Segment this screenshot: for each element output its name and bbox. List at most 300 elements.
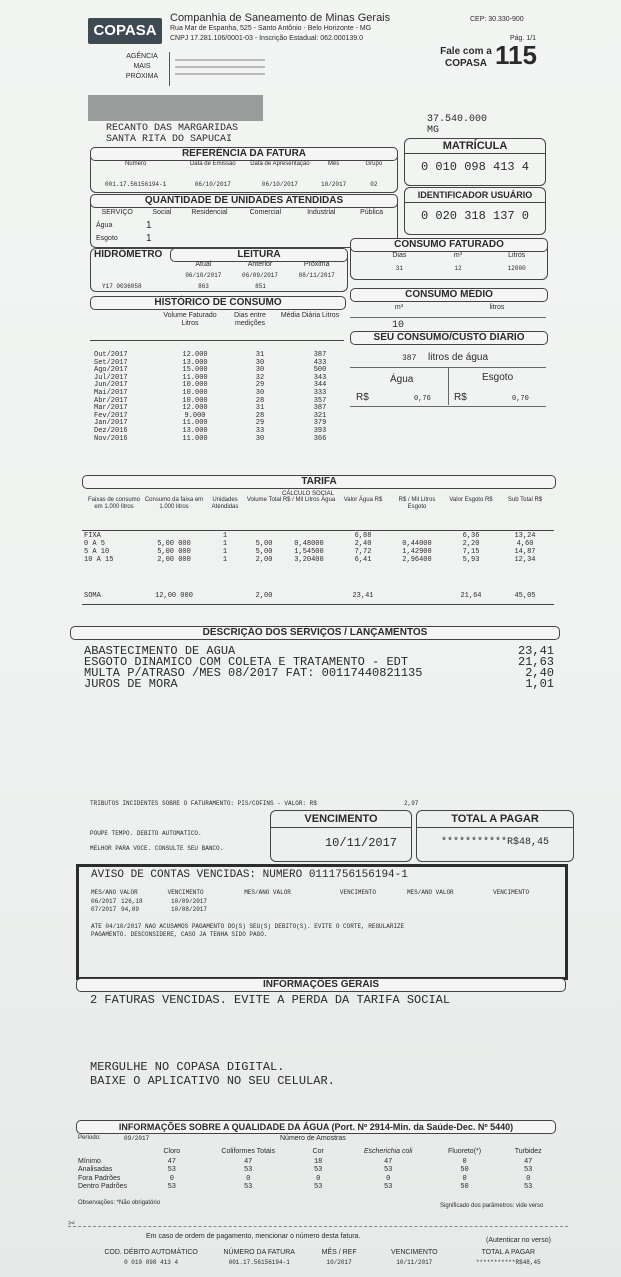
- tarifa-cell: 1: [222, 556, 228, 564]
- tarifa-soma-agua: 23,41: [352, 592, 374, 600]
- cf-header-litros: Litros: [508, 252, 526, 259]
- footer-header-mes: MÊS / REF: [321, 1249, 357, 1256]
- qualidade-table: [78, 1158, 560, 1192]
- cut-line: [68, 1226, 568, 1227]
- tarifa-header-rs-agua: R$ / Mil Litros Água: [282, 497, 336, 503]
- tarifa-cell: 2,00 000: [157, 556, 191, 564]
- tarifa-header-valor-agua: Valor Água R$: [343, 497, 383, 503]
- ref-header-mes: Mês: [327, 161, 340, 167]
- agency-box: [115, 52, 170, 86]
- servicos-title: DESCRIÇÃO DOS SERVIÇOS / LANÇAMENTOS: [70, 626, 560, 640]
- company-cnpj: CNPJ 17.281.106/0001-03 - Inscrição Estadual: 062.000139.0: [170, 35, 364, 42]
- tarifa-header-volume: Volume Total: [246, 497, 282, 503]
- historico-cell: 11.000: [182, 419, 208, 428]
- hist-header-dias: Dias entre medições: [234, 312, 266, 327]
- tarifa-header-subtotal: Sub Total R$: [507, 497, 543, 503]
- qualidade-cell: 53: [383, 1183, 393, 1192]
- historico-headers: [160, 312, 340, 328]
- qualidade-cell: 0: [316, 1174, 321, 1183]
- footer-values: [90, 1259, 560, 1266]
- historico-cell: 31: [255, 404, 265, 413]
- tarifa-cell: 0,48000: [294, 540, 324, 548]
- matricula-label: MATRÍCULA: [405, 139, 545, 154]
- vencimento-label: VENCIMENTO: [271, 811, 411, 828]
- aviso-r1-valor: 126,18: [121, 898, 143, 905]
- unid-header-publica: Pública: [360, 209, 384, 216]
- historico-cell: 333: [313, 388, 327, 397]
- aviso-h-venc-2: VENCIMENTO: [339, 889, 376, 896]
- copasa-logo: COPASA: [88, 18, 162, 44]
- qual-header-turbidez: Turbidez: [514, 1148, 542, 1155]
- unid-header-residencial: Residencial: [191, 209, 228, 216]
- aviso-h-valor-3: VALOR: [435, 889, 454, 896]
- aviso-h-mes-1: MES/ANO: [91, 889, 117, 896]
- tarifa-cell: 6,36: [462, 532, 480, 540]
- qualidade-values: [140, 1158, 560, 1166]
- historico-cell: 11.000: [182, 373, 208, 382]
- tarifa-cell: 3,20400: [294, 556, 324, 564]
- historico-cell: 12.000: [182, 351, 208, 359]
- historico-cell: Ago/2017: [94, 366, 128, 375]
- qualidade-values: [140, 1175, 560, 1183]
- ref-header-emissao: Data de Emissão: [189, 161, 236, 167]
- identificador-label: IDENTIFICADOR USUÁRIO: [405, 188, 545, 203]
- historico-title: HISTÓRICO DE CONSUMO: [90, 296, 346, 310]
- aviso-message-2: PAGAMENTO. DESCONSIDERE, CASO JA TENHA SIDO PAGO.: [91, 931, 268, 938]
- aviso-r2-valor: 94,09: [121, 906, 140, 913]
- historico-cell: Jun/2017: [94, 381, 128, 390]
- total-label: TOTAL A PAGAR: [417, 811, 573, 828]
- cm-header-litros: litros: [489, 304, 505, 311]
- company-address: Rua Mar de Espanha, 525 - Santo Antônio - Belo Horizonte - MG: [170, 25, 372, 32]
- historico-cell: 433: [313, 358, 327, 367]
- qual-header-cloro: Cloro: [163, 1148, 181, 1155]
- servico-item: [84, 679, 554, 690]
- tarifa-row: [84, 540, 552, 548]
- custo-agua-value: 0,76: [414, 395, 431, 403]
- qualidade-cell: 53: [243, 1183, 253, 1192]
- tarifa-row: [84, 532, 552, 540]
- tarifa-headers: [84, 497, 552, 511]
- historico-cell: 13.000: [182, 426, 208, 435]
- referencia-title: REFERÊNCIA DA FATURA: [90, 147, 398, 161]
- historico-cell: 500: [313, 366, 327, 375]
- historico-cell: 379: [313, 419, 327, 428]
- historico-cell: 28: [255, 396, 265, 405]
- qualidade-cell: 47: [383, 1158, 393, 1166]
- tarifa-header-valor-esgoto: Valor Esgoto R$: [449, 497, 493, 503]
- aviso-title: AVISO DE CONTAS VENCIDAS: NUMERO 0111756156194-1: [91, 869, 408, 881]
- tarifa-cell: [246, 532, 282, 540]
- agency-values: [175, 55, 265, 80]
- hist-header-media: Média Diária Litros: [280, 312, 340, 319]
- tarifa-cell: 5,93: [462, 556, 480, 564]
- ref-value-emissao: 06/10/2017: [194, 181, 231, 188]
- qual-header-ecoli: Escherichia coli: [363, 1148, 413, 1155]
- consumo-medio-divider: [350, 317, 546, 318]
- qualidade-row-label: Analisadas: [78, 1166, 113, 1174]
- qualidade-values: [140, 1183, 560, 1191]
- historico-cell: 10.000: [182, 381, 208, 390]
- tarifa-header-faixa: Faixas de consumo em 1.000 litros: [87, 497, 141, 510]
- historico-cell: 30: [255, 366, 265, 375]
- tarifa-cell: 13,24: [514, 532, 536, 540]
- tarifa-row: [84, 556, 552, 564]
- unid-row-value: 1: [146, 233, 152, 244]
- historico-cell: Mai/2017: [94, 388, 128, 397]
- tarifa-divider: [82, 530, 554, 531]
- scissors-icon: ✂: [68, 1218, 76, 1228]
- historico-cell: Fev/2017: [94, 411, 128, 420]
- tarifa-title: TARIFA: [82, 475, 556, 489]
- historico-cell: 15.000: [182, 366, 208, 375]
- tarifa-soma-esgoto: 21,64: [460, 592, 482, 600]
- hidrometro-id: Y17 0036058: [102, 283, 142, 290]
- qualidade-title: INFORMAÇÕES SOBRE A QUALIDADE DA ÁGUA (Port. Nº 2914-Min. da Saúde-Dec. Nº 5440): [76, 1120, 556, 1134]
- ref-header-numero: Número: [124, 161, 147, 167]
- qualidade-cell: 53: [383, 1166, 393, 1175]
- tarifa-cell: 12,34: [514, 556, 536, 564]
- qualidade-cell: 50: [460, 1183, 469, 1192]
- leitura-dates: [175, 272, 345, 279]
- qualidade-cell: 47: [167, 1158, 177, 1166]
- vencimento-box: [270, 810, 412, 862]
- custo-diario-liters-label: litros de água: [428, 352, 489, 363]
- agency-label-1: AGÊNCIA: [126, 53, 158, 60]
- matricula-value: 0 010 098 413 4: [420, 160, 530, 174]
- historico-cell: 357: [313, 396, 327, 405]
- qualidade-cell: 50: [460, 1166, 469, 1175]
- historico-cell: 30: [255, 358, 265, 367]
- qualidade-cell: 47: [243, 1158, 253, 1166]
- unid-row-label: Esgoto: [96, 235, 118, 242]
- servico-value: 2,40: [525, 666, 554, 680]
- historico-cell: 30: [255, 434, 265, 443]
- qualidade-row: [78, 1166, 560, 1174]
- tarifa-cell: FIXA: [84, 532, 101, 540]
- servico-value: 1,01: [525, 677, 554, 691]
- tarifa-cell: 2,96400: [402, 556, 432, 564]
- qualidade-cell: 53: [243, 1166, 253, 1175]
- promo-line-1: POUPE TEMPO. DEBITO AUTOMATICO.: [90, 830, 202, 837]
- matricula-box: [404, 138, 546, 186]
- qualidade-cell: 0: [462, 1174, 467, 1183]
- tarifa-cell: [144, 532, 204, 540]
- ref-value-apresentacao: 06/10/2017: [261, 181, 298, 188]
- tarifa-cell: 6,41: [354, 556, 372, 564]
- company-name: Companhia de Saneamento de Minas Gerais: [170, 12, 391, 24]
- aviso-r1-mes: 06/2017: [91, 898, 117, 905]
- custo-agua-label: Água: [390, 374, 414, 385]
- qual-header-fluoreto: Fluoreto(*): [448, 1148, 482, 1155]
- footer-value-fatura: 001.17.56156194-1: [228, 1259, 290, 1266]
- leitura-date-atual: 06/10/2017: [185, 272, 222, 279]
- servicos-list: [84, 646, 554, 690]
- cf-value-dias: 31: [395, 265, 403, 272]
- vencimento-value: 10/11/2017: [324, 836, 397, 850]
- footer-note: Em caso de ordem de pagamento, mencionar o número desta fatura.: [146, 1233, 361, 1240]
- qualidade-periodo-label: Período:: [78, 1135, 101, 1141]
- aviso-r2-mes: 07/2017: [91, 906, 117, 913]
- footer-header-vencimento: VENCIMENTO: [391, 1249, 438, 1256]
- historico-cell: 343: [313, 373, 327, 382]
- tarifa-cell: 0,44000: [402, 540, 432, 548]
- tributos-text: TRIBUTOS INCIDENTES SOBRE O FATURAMENTO: PIS/COFINS - VALOR: R$: [90, 800, 317, 807]
- historico-cell: 387: [313, 404, 327, 413]
- client-address-1: RECANTO DAS MARGARIDAS: [106, 123, 239, 134]
- leitura-date-anterior: 06/09/2017: [242, 272, 279, 279]
- historico-cell: 29: [255, 381, 265, 390]
- identificador-value: 0 020 318 137 0: [420, 209, 530, 223]
- company-cep: CEP: 30.330-900: [470, 16, 524, 23]
- tarifa-soma-row: [84, 592, 552, 600]
- historico-cell: 10.000: [182, 396, 208, 405]
- historico-cell: 393: [313, 426, 327, 435]
- aviso-h-venc-1: VENCIMENTO: [167, 889, 204, 896]
- footer-header-debito: COD. DÉBITO AUTOMÁTICO: [104, 1249, 198, 1256]
- agency-label-2: MAIS: [133, 63, 151, 70]
- custo-esgoto-currency: R$: [454, 392, 467, 403]
- qualidade-headers: [140, 1148, 560, 1156]
- footer-value-vencimento: 10/11/2017: [396, 1259, 433, 1266]
- leitura-values: [175, 283, 289, 290]
- footer-autenticar: (Autenticar no verso): [486, 1237, 551, 1244]
- tarifa-cell: [390, 532, 444, 540]
- tarifa-cell: 7,72: [354, 548, 372, 556]
- contact-number: 115: [495, 40, 537, 70]
- qualidade-cell: 53: [523, 1166, 533, 1175]
- qualidade-row-label: Fora Padrões: [78, 1174, 121, 1182]
- custo-esgoto-value: 0,70: [512, 395, 529, 403]
- tarifa-subtitle: CÁLCULO SOCIAL: [282, 491, 335, 497]
- historico-cell: 9.000: [184, 411, 206, 420]
- historico-cell: 31: [255, 351, 265, 359]
- tarifa-cell: 1: [222, 532, 228, 540]
- aviso-box: [76, 864, 568, 980]
- qualidade-cell: 53: [523, 1183, 533, 1192]
- cf-header-dias: Dias: [392, 252, 407, 259]
- tributos-value: 2,97: [404, 800, 419, 807]
- aviso-h-mes-2: MES/ANO: [244, 889, 270, 896]
- qualidade-cell: 47: [523, 1158, 533, 1166]
- custo-diario-liters: 387: [402, 354, 417, 363]
- footer-value-total: ***********R$48,45: [475, 1259, 541, 1266]
- tarifa-header-consumo: Consumo da faixa em 1.000 litros: [144, 497, 204, 510]
- historico-cell: 13.000: [182, 358, 208, 367]
- unid-row-label: Água: [96, 222, 113, 229]
- leitura-title: LEITURA: [170, 248, 348, 262]
- info-gerais-line-1: 2 FATURAS VENCIDAS. EVITE A PERDA DA TARIFA SOCIAL: [90, 993, 451, 1007]
- ref-value-mes: 10/2017: [320, 181, 347, 188]
- historico-cell: 30: [255, 388, 265, 397]
- leitura-header-atual: Atual: [195, 261, 212, 268]
- aviso-h-venc-3: VENCIMENTO: [493, 889, 530, 896]
- aviso-row-2: [91, 906, 251, 913]
- tarifa-cell: 1,42900: [402, 548, 432, 556]
- tarifa-cell: 0 A 5: [84, 540, 106, 548]
- total-box: [416, 810, 574, 862]
- qualidade-row: [78, 1183, 560, 1191]
- historico-divider: [90, 340, 344, 341]
- historico-cell: 366: [313, 434, 327, 443]
- unid-header-social: Social: [152, 209, 172, 216]
- unid-header-servico: SERVIÇO: [101, 209, 133, 216]
- hist-header-volume: Volume Faturado Litros: [163, 312, 217, 327]
- historico-cell: Abr/2017: [94, 396, 128, 405]
- agency-label-3: PRÓXIMA: [125, 73, 159, 80]
- footer-headers: [90, 1249, 560, 1257]
- leitura-headers: [175, 261, 345, 269]
- servico-desc: ABASTECIMENTO DE AGUA: [84, 644, 236, 658]
- tarifa-soma-total: 45,05: [514, 592, 536, 600]
- consumo-medio-headers: [350, 304, 546, 312]
- tarifa-cell: 2,00: [255, 556, 273, 564]
- unidades-headers: [92, 209, 394, 217]
- historico-cell: Set/2017: [94, 358, 128, 367]
- ref-header-apresentacao: Data de Apresentação: [250, 161, 310, 167]
- qual-header-cor: Cor: [312, 1148, 324, 1155]
- aviso-r1-venc: 10/09/2017: [171, 898, 208, 905]
- qualidade-cell: 0: [386, 1174, 391, 1183]
- consumo-faturado-title: CONSUMO FATURADO: [350, 238, 548, 252]
- unidades-row-esgoto: [96, 235, 176, 243]
- historico-cell: 29: [255, 419, 265, 428]
- historico-table: [94, 352, 354, 443]
- tarifa-cell: 14,87: [514, 548, 536, 556]
- qualidade-cell: 0: [462, 1158, 467, 1166]
- historico-cell: 10.000: [182, 388, 208, 397]
- historico-cell: 344: [313, 381, 327, 390]
- total-value: ***********R$48,45: [440, 837, 550, 848]
- qualidade-cell: 53: [167, 1166, 177, 1175]
- ref-header-grupo: Grupo: [365, 161, 383, 167]
- aviso-headers: [91, 889, 541, 896]
- qualidade-periodo: 09/2017: [124, 1135, 150, 1142]
- qualidade-cell: 53: [167, 1183, 177, 1192]
- tarifa-bottom: [82, 604, 554, 605]
- ref-value-numero: 001.17.56156194-1: [105, 181, 167, 188]
- tarifa-soma-volume: 2,00: [255, 592, 273, 600]
- qualidade-cell: 0: [169, 1174, 174, 1183]
- tarifa-header-rs-esgoto: R$ / Mil Litros Esgoto: [398, 497, 436, 510]
- leitura-header-anterior: Anterior: [247, 261, 273, 268]
- historico-cell: 28: [255, 411, 265, 420]
- historico-row: [94, 436, 354, 444]
- tarifa-cell: 1,54500: [294, 548, 324, 556]
- leitura-value-anterior: 851: [255, 283, 266, 290]
- qualidade-row-label: Mínimo: [78, 1158, 101, 1165]
- client-cep: 37.540.000: [427, 114, 488, 125]
- leitura-value-atual: 863: [198, 283, 209, 290]
- unidades-row-agua: [96, 222, 176, 230]
- aviso-h-mes-3: MES/ANO: [406, 889, 433, 896]
- tarifa-cell: [282, 532, 336, 540]
- qualidade-cell: 53: [313, 1166, 323, 1175]
- unid-header-industrial: Industrial: [307, 209, 336, 216]
- footer-header-total: TOTAL A PAGAR: [481, 1249, 536, 1256]
- info-gerais-line-2: MERGULHE NO COPASA DIGITAL.: [90, 1060, 285, 1074]
- tarifa-cell: 1: [222, 540, 228, 548]
- tarifa-cell: 10 A 15: [84, 556, 114, 564]
- ref-value-grupo: 02: [370, 181, 378, 188]
- historico-cell: Jul/2017: [94, 373, 128, 382]
- hidrometro-label: HIDRÔMETRO: [94, 249, 163, 260]
- qualidade-cell: 18: [313, 1158, 323, 1166]
- consumo-faturado-headers: [370, 252, 546, 260]
- tarifa-soma-consumo: 12,00 000: [155, 592, 193, 600]
- servico-value: 23,41: [517, 644, 554, 658]
- client-state: MG: [427, 125, 440, 136]
- referencia-values: [92, 181, 394, 188]
- leitura-header-proxima: Próxima: [303, 261, 330, 268]
- footer-value-mes: 10/2017: [326, 1259, 352, 1266]
- info-gerais-line-3: BAIXE O APLICATIVO NO SEU CELULAR.: [90, 1074, 335, 1088]
- historico-cell: Dez/2016: [94, 426, 128, 435]
- tarifa-table: [84, 532, 552, 564]
- cf-value-litros: 12000: [507, 265, 526, 272]
- historico-cell: 32: [255, 373, 265, 382]
- historico-cell: Mar/2017: [94, 404, 128, 413]
- qualidade-values: [140, 1166, 560, 1174]
- tarifa-cell: 5,00: [255, 548, 273, 556]
- client-address-2: SANTA RITA DO SAPUCAI: [106, 134, 233, 145]
- servico-desc: ESGOTO DINAMICO COM COLETA E TRATAMENTO - EDT: [84, 655, 409, 669]
- qualidade-row: [78, 1158, 560, 1166]
- footer-value-debito: 0 010 098 413 4: [124, 1259, 179, 1266]
- aviso-message-1: ATE 04/10/2017 NAO ACUSAMOS PAGAMENTO DO(S) SEU(S) DEBITO(S). EVITE O CORTE, REGULARIZE: [91, 923, 405, 930]
- tarifa-row: [84, 548, 552, 556]
- qualidade-row: [78, 1175, 560, 1183]
- custo-esgoto-label: Esgoto: [482, 372, 514, 383]
- historico-cell: Out/2017: [94, 351, 128, 359]
- promo-line-2: MELHOR PARA VOCE. CONSULTE SEU BANCO.: [90, 845, 224, 852]
- qualidade-significado: Significado dos parâmetros: vide verso: [440, 1203, 544, 1209]
- cf-value-m3: 12: [454, 265, 462, 272]
- aviso-row-1: [91, 898, 251, 905]
- unid-header-comercial: Comercial: [249, 209, 282, 216]
- tarifa-cell: 1: [222, 548, 228, 556]
- historico-cell: 12.000: [182, 404, 208, 413]
- tarifa-cell: 2,40: [354, 540, 372, 548]
- client-name-redacted: [88, 95, 263, 121]
- tarifa-cell: 5,00 000: [157, 548, 191, 556]
- tarifa-cell: 2,20: [462, 540, 480, 548]
- qual-header-coliformes: Coliformes Totais: [221, 1148, 275, 1155]
- page-number: Pág. 1/1: [510, 35, 537, 42]
- tarifa-soma-label: SOMA: [84, 592, 101, 600]
- qualidade-cell: 53: [313, 1183, 323, 1192]
- custo-agua-currency: R$: [356, 392, 369, 403]
- servico-desc: MULTA P/ATRASO /MES 08/2017 FAT: 00117440821135: [84, 666, 423, 680]
- tarifa-cell: 5,00 000: [157, 540, 191, 548]
- historico-cell: 321: [313, 411, 327, 420]
- consumo-faturado-values: [370, 265, 546, 272]
- consumo-medio-m3: 10: [392, 320, 405, 331]
- consumo-medio-title: CONSUMO MÉDIO: [350, 288, 548, 302]
- historico-cell: Nov/2016: [94, 434, 128, 443]
- footer-header-fatura: NÚMERO DA FATURA: [223, 1249, 295, 1256]
- unid-row-value: 1: [146, 220, 152, 231]
- info-gerais-title: INFORMAÇÕES GERAIS: [76, 978, 566, 992]
- qualidade-cell: 0: [246, 1174, 251, 1183]
- leitura-date-proxima: 08/11/2017: [298, 272, 335, 279]
- historico-cell: Jan/2017: [94, 419, 128, 428]
- qualidade-obs: Observações: *Não obrigatório: [78, 1200, 161, 1206]
- historico-cell: 387: [313, 351, 327, 359]
- custo-diario-title: SEU CONSUMO/CUSTO DIÁRIO: [350, 331, 548, 345]
- servico-desc: JUROS DE MORA: [84, 677, 178, 691]
- custo-diario-divider: [448, 367, 449, 405]
